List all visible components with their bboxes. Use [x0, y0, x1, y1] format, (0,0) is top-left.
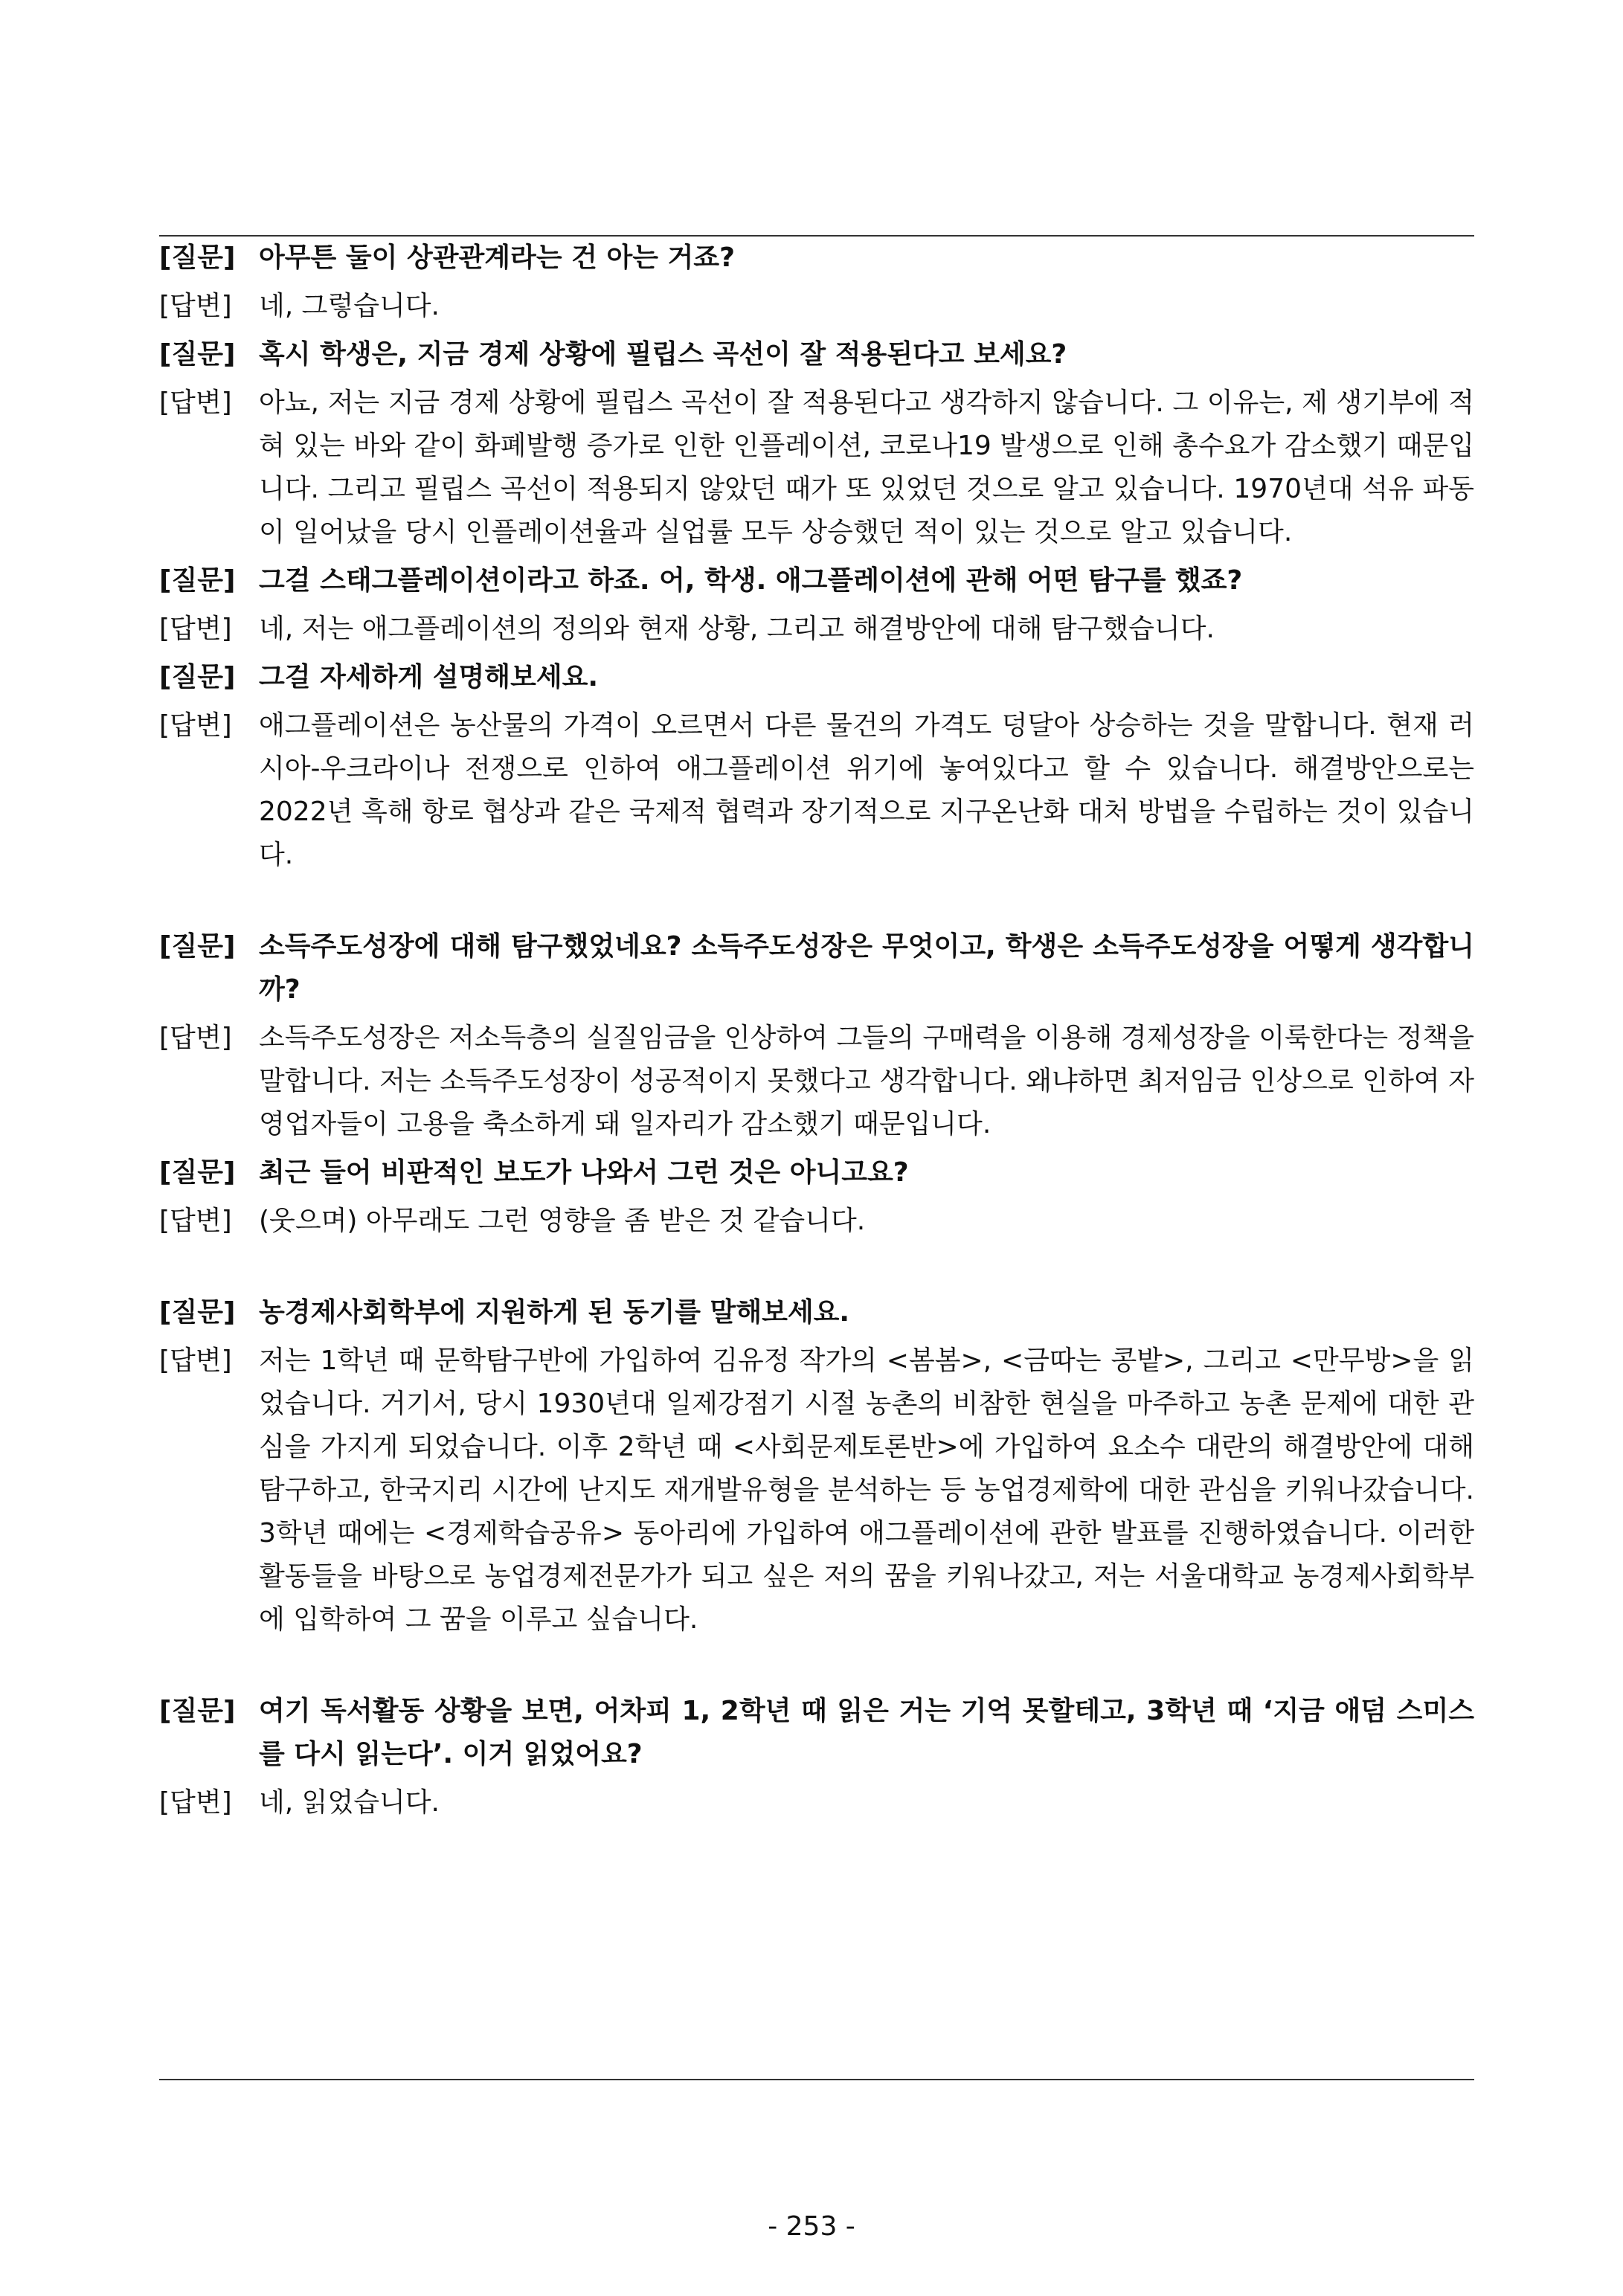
answer-text: 저는 1학년 때 문학탐구반에 가입하여 김유정 작가의 <봄봄>, <금따는 콩밭>, 그리고 <만무방>을 읽었습니다. 거기서, 당시 1930년대 일제강점기 시절 농촌의 비참한 현실을 마주하고 농촌 문제에 대한 관심을 가지게 되었습니다. 이후 2학년 때 <사회문제토론반>에 가입하여 요소수 대란의 해결방안에 대해 탐구하고, 한국지리 시간에 난지도 재개발유형을 분석하는 등 농업경제학에 대한 관심을 키워나갔습니다. 3학년 때에는 <경제학습공유> 동아리에 가입하여 애그플레이션에 관한 발표를 진행하였습니다. 이러한 활동들을 바탕으로 농업경제전문가가 되고 싶은 저의 꿈을 키워나갔고, 저는 서울대학교 농경제사회학부에 입학하여 그 꿈을 이루고 싶습니다. [259, 1345, 1474, 1635]
question-text: 농경제사회학부에 지원하게 된 동기를 말해보세요. [259, 1297, 850, 1328]
question-entry [159, 237, 1474, 280]
question-text: 최근 들어 비판적인 보도가 나와서 그런 것은 아니고요? [259, 1157, 909, 1188]
question-text: 소득주도성장에 대해 탐구했었네요? 소득주도성장은 무엇이고, 학생은 소득주도성장을 어떻게 생각합니까? [259, 931, 1474, 1005]
answer-label: [답변] [159, 614, 232, 644]
answer-label: [답변] [159, 710, 232, 741]
answer-label: [답변] [159, 291, 232, 321]
answer-label: [답변] [159, 1345, 232, 1376]
question-label: [질문] [159, 1297, 236, 1328]
answer-label: [답변] [159, 1206, 232, 1236]
question-entry [159, 559, 1474, 602]
question-label: [질문] [159, 1157, 236, 1188]
answer-text: 네, 그렇습니다. [259, 291, 440, 321]
answer-entry [159, 1017, 1474, 1146]
section-gap [159, 1248, 1474, 1291]
question-label: [질문] [159, 931, 236, 962]
question-entry [159, 333, 1474, 376]
question-text: 그걸 자세하게 설명해보세요. [259, 662, 599, 692]
answer-entry [159, 1781, 1474, 1824]
question-label: [질문] [159, 242, 236, 273]
answer-label: [답변] [159, 388, 232, 418]
section-gap [159, 882, 1474, 925]
answer-entry [159, 608, 1474, 651]
answer-text: (웃으며) 아무래도 그런 영향을 좀 받은 것 같습니다. [259, 1206, 866, 1236]
bottom-rule [159, 2079, 1474, 2080]
section-gap [159, 1647, 1474, 1690]
answer-entry [159, 1200, 1474, 1243]
answer-text: 소득주도성장은 저소득층의 실질임금을 인상하여 그들의 구매력을 이용해 경제성장을 이룩한다는 정책을 말합니다. 저는 소득주도성장이 성공적이지 못했다고 생각합니다. 왜냐하면 최저임금 인상으로 인하여 자영업자들이 고용을 축소하게 돼 일자리가 감소했기 때문입니다. [259, 1023, 1474, 1139]
answer-text: 아뇨, 저는 지금 경제 상황에 필립스 곡선이 잘 적용된다고 생각하지 않습니다. 그 이유는, 제 생기부에 적혀 있는 바와 같이 화폐발행 증가로 인한 인플레이션, 코로나19 발생으로 인해 총수요가 감소했기 때문입니다. 그리고 필립스 곡선이 적용되지 않았던 때가 또 있었던 것으로 알고 있습니다. 1970년대 석유 파동이 일어났을 당시 인플레이션율과 실업률 모두 상승했던 적이 있는 것으로 알고 있습니다. [259, 388, 1474, 547]
question-entry [159, 656, 1474, 699]
question-label: [질문] [159, 339, 236, 370]
answer-entry [159, 382, 1474, 554]
answer-text: 애그플레이션은 농산물의 가격이 오르면서 다른 물건의 가격도 덩달아 상승하는 것을 말합니다. 현재 러시아-우크라이나 전쟁으로 인하여 애그플레이션 위기에 놓여있다고 할 수 있습니다. 해결방안으로는 2022년 흑해 항로 협상과 같은 국제적 협력과 장기적으로 지구온난화 대처 방법을 수립하는 것이 있습니다. [259, 710, 1474, 870]
question-text: 아무튼 둘이 상관관계라는 건 아는 거죠? [259, 242, 735, 273]
question-label: [질문] [159, 1696, 236, 1726]
question-text: 그걸 스태그플레이션이라고 하죠. 어, 학생. 애그플레이션에 관해 어떤 탐구를 했죠? [259, 565, 1243, 596]
answer-text: 네, 읽었습니다. [259, 1787, 440, 1818]
page-number: - 253 - [768, 2211, 855, 2242]
question-label: [질문] [159, 662, 236, 692]
question-text: 혹시 학생은, 지금 경제 상황에 필립스 곡선이 잘 적용된다고 보세요? [259, 339, 1067, 370]
question-label: [질문] [159, 565, 236, 596]
question-entry [159, 1690, 1474, 1776]
question-text: 여기 독서활동 상황을 보면, 어차피 1, 2학년 때 읽은 거는 기억 못할테고, 3학년 때 ‘지금 애덤 스미스를 다시 읽는다’. 이거 읽었어요? [259, 1696, 1474, 1769]
question-entry [159, 925, 1474, 1012]
answer-text: 네, 저는 애그플레이션의 정의와 현재 상황, 그리고 해결방안에 대해 탐구했습니다. [259, 614, 1215, 644]
answer-entry [159, 704, 1474, 877]
answer-label: [답변] [159, 1787, 232, 1818]
answer-entry [159, 1340, 1474, 1641]
question-entry [159, 1291, 1474, 1334]
question-entry [159, 1151, 1474, 1194]
interview-transcript [159, 237, 1474, 1830]
answer-label: [답변] [159, 1023, 232, 1053]
answer-entry [159, 285, 1474, 328]
